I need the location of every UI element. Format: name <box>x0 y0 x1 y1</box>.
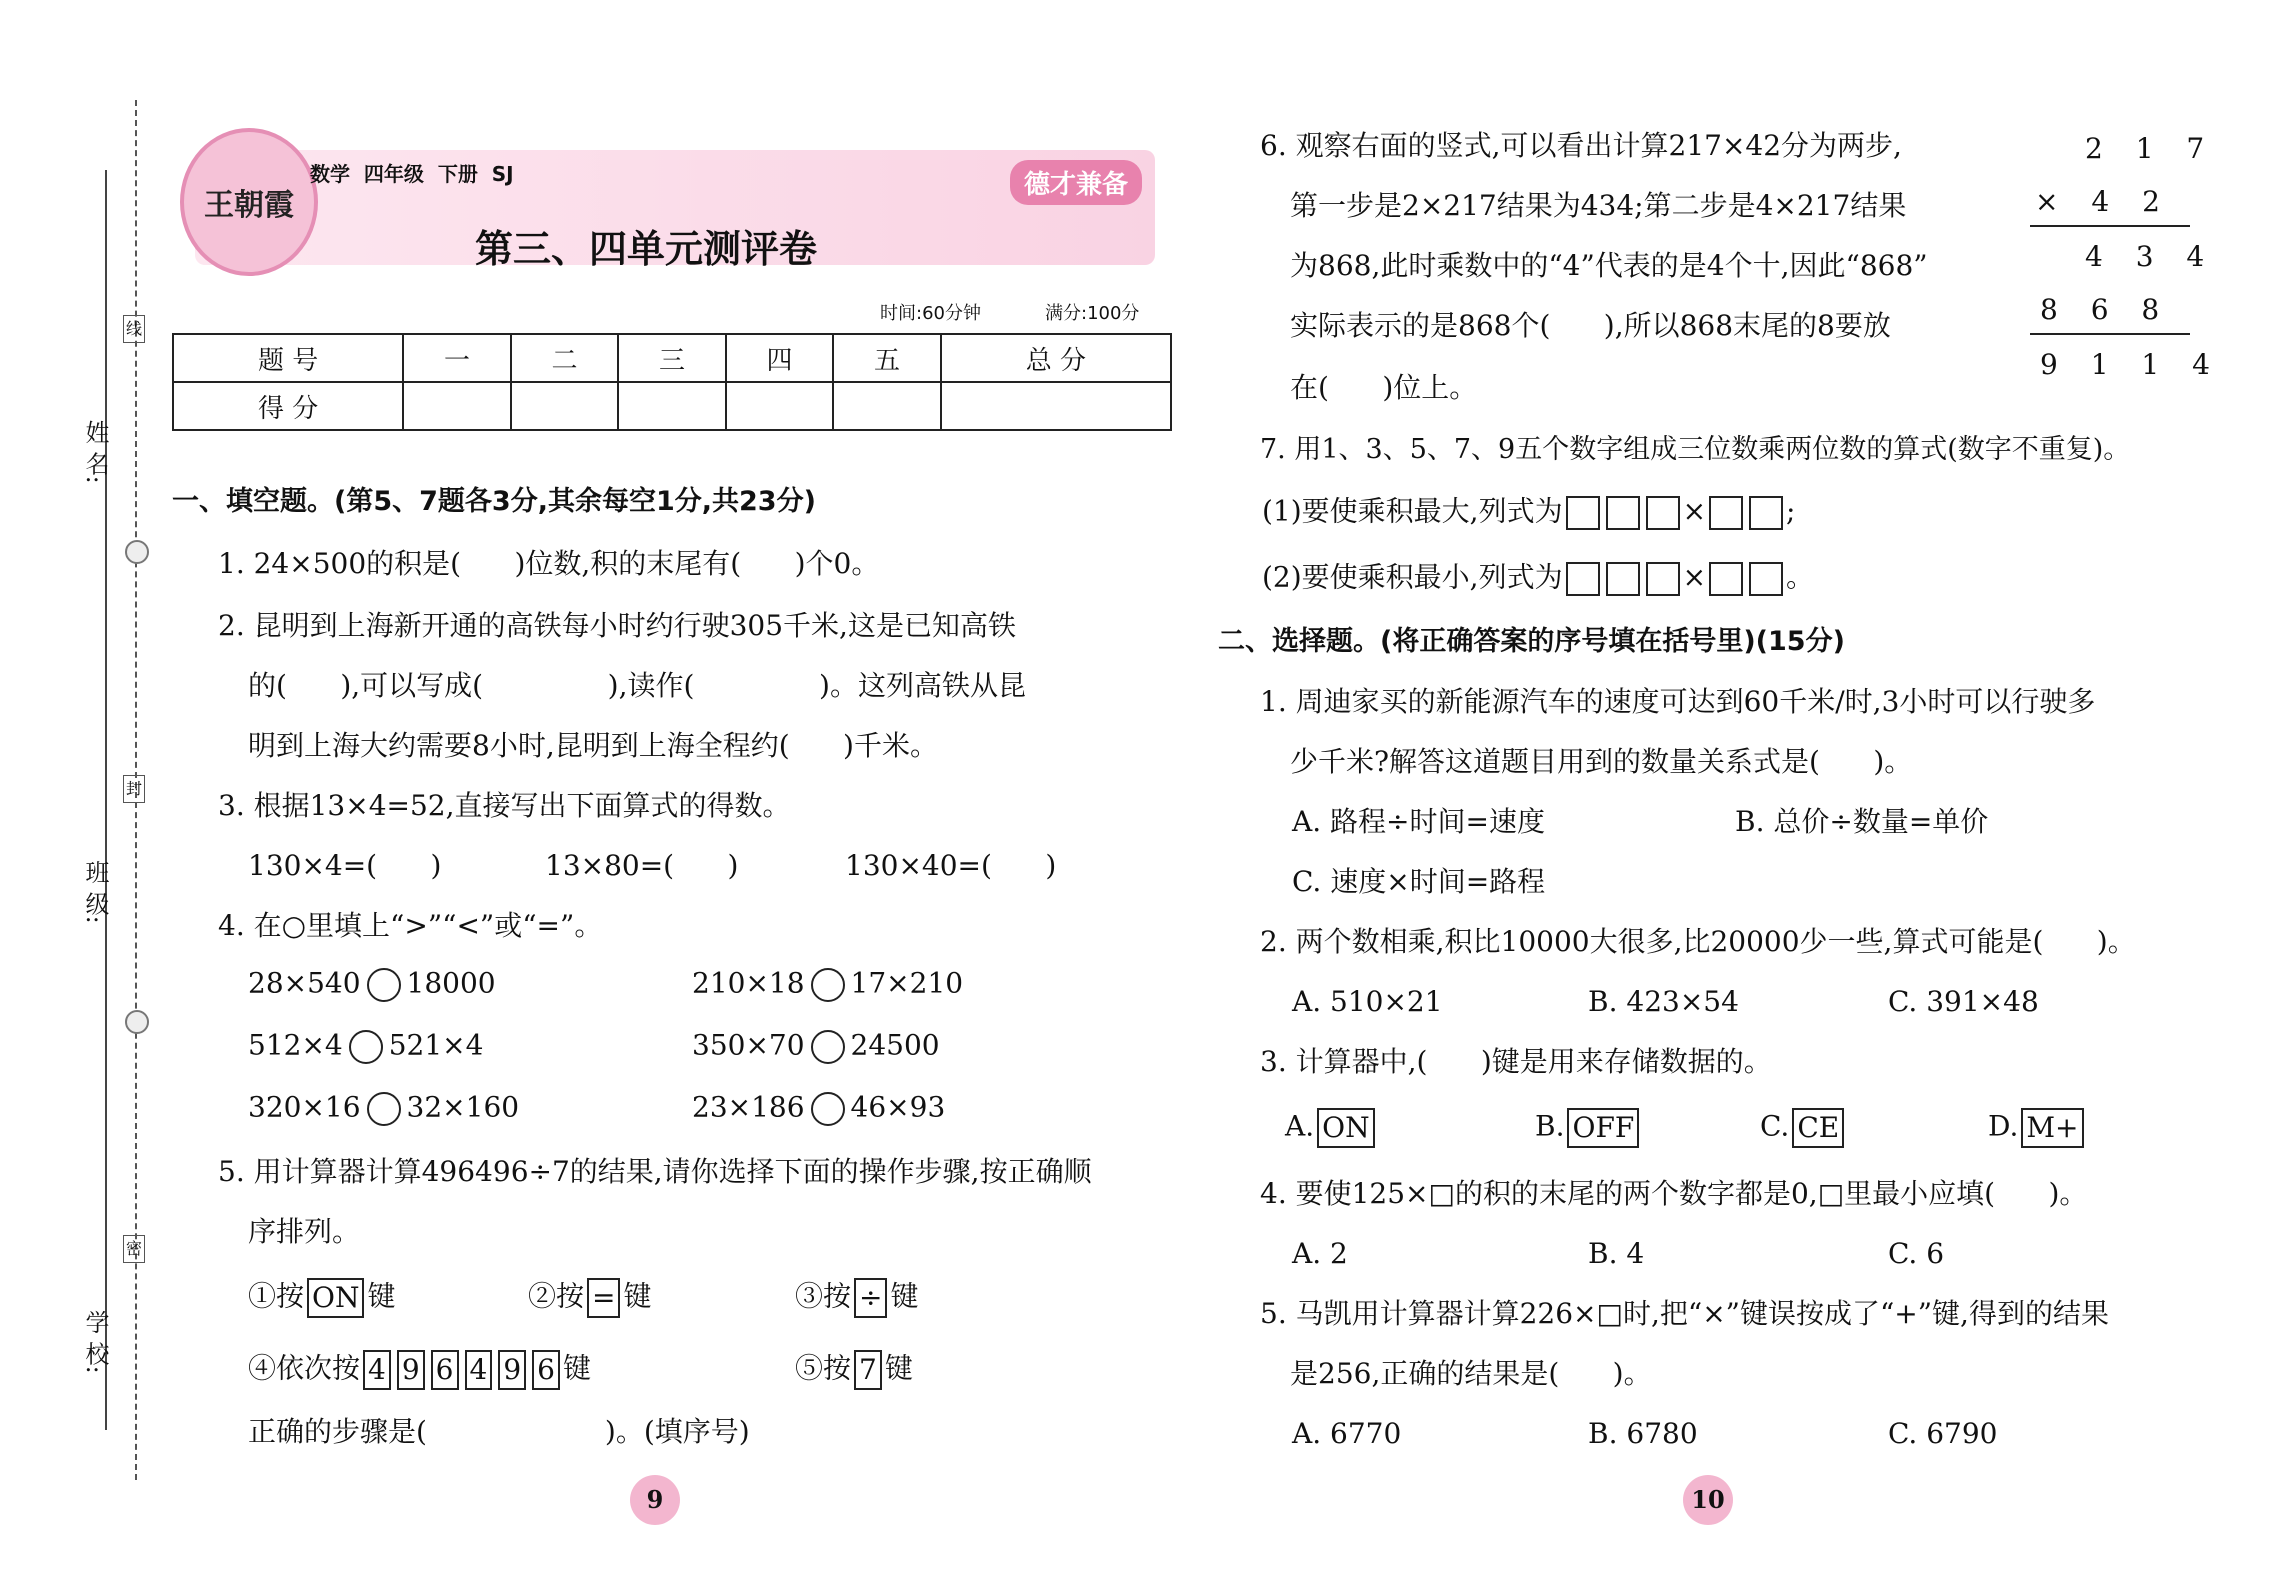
answer-box[interactable] <box>1749 562 1783 596</box>
vertical-calc-row: 4 3 4 <box>2085 240 2217 273</box>
compare-circle[interactable] <box>811 1092 845 1126</box>
question-6-line-2: 第一步是2×217结果为434;第二步是4×217结果 <box>1290 189 1907 222</box>
key-memory-plus: M+ <box>2021 1108 2083 1148</box>
page-number-right: 10 <box>1683 1475 1733 1525</box>
score-table <box>172 333 1172 431</box>
section-2-heading: 二、选择题。(将正确答案的序号填在括号里)(15分) <box>1218 626 1845 657</box>
question-6-line-3: 为868,此时乘数中的“4”代表的是4个十,因此“868” <box>1290 249 1928 282</box>
question-3: 3. 根据13×4=52,直接写出下面算式的得数。 <box>218 789 791 822</box>
binding-solid-line <box>105 170 107 1430</box>
choice-5-line-2: 是256,正确的结果是( )。 <box>1290 1357 1652 1390</box>
question-5-line-1: 5. 用计算器计算496496÷7的结果,请你选择下面的操作步骤,按正确顺 <box>218 1155 1092 1188</box>
question-2-line-1: 2. 昆明到上海新开通的高铁每小时约行驶305千米,这是已知高铁 <box>218 609 1016 642</box>
question-2-line-2: 的( ),可以写成( ),读作( )。这列高铁从昆 <box>248 669 1026 702</box>
score-header-cell: 一 <box>403 334 511 382</box>
question-5-line-2: 序排列。 <box>248 1215 361 1248</box>
choice-3-option-c: C. CE <box>1760 1108 1847 1148</box>
compare-circle[interactable] <box>349 1030 383 1064</box>
flower-icon <box>125 540 149 564</box>
calc-divider <box>2030 225 2190 227</box>
choice-4-option-b: B. 4 <box>1588 1237 1645 1270</box>
choice-2-option-c: C. 391×48 <box>1888 985 2039 1018</box>
answer-box[interactable] <box>1646 562 1680 596</box>
choice-4-option-c: C. 6 <box>1888 1237 1945 1270</box>
choice-2-option-a: A. 510×21 <box>1292 985 1443 1018</box>
answer-box[interactable] <box>1606 496 1640 530</box>
name-blank[interactable] <box>100 165 102 405</box>
answer-box[interactable] <box>1646 496 1680 530</box>
choice-5-option-c: C. 6790 <box>1888 1417 1998 1450</box>
seal-mark-secret: 密 <box>123 1235 145 1263</box>
name-label: 姓 名: <box>81 420 109 484</box>
choice-3: 3. 计算器中,( )键是用来存储数据的。 <box>1260 1045 1772 1078</box>
compare-item: 210×18 17×210 <box>692 968 963 1002</box>
choice-5-option-a: A. 6770 <box>1292 1417 1402 1450</box>
choice-5-line-1: 5. 马凯用计算器计算226×□时,把“×”键误按成了“+”键,得到的结果 <box>1260 1297 2109 1330</box>
choice-2: 2. 两个数相乘,积比10000大很多,比20000少一些,算式可能是( )。 <box>1260 925 2136 958</box>
page-number-left: 9 <box>630 1475 680 1525</box>
choice-3-option-d: D. M+ <box>1988 1108 2087 1148</box>
compare-circle[interactable] <box>367 968 401 1002</box>
step-3: ③按 ÷ 键 <box>795 1278 919 1318</box>
question-6-line-4: 实际表示的是868个( ),所以868末尾的8要放 <box>1290 309 1891 342</box>
full-score-label: 满分:100分 <box>1045 303 1140 324</box>
choice-1-option-a: A. 路程÷时间=速度 <box>1292 805 1545 838</box>
answer-box[interactable] <box>1566 496 1600 530</box>
vertical-calc-row: 9 1 1 4 <box>2040 348 2222 381</box>
score-header-cell: 五 <box>833 334 941 382</box>
step-1: ①按 ON 键 <box>248 1278 396 1318</box>
key-digit: 6 <box>532 1350 560 1390</box>
vertical-calc-row: 2 1 7 <box>2085 132 2217 165</box>
class-label: 班 级: <box>81 860 109 924</box>
key-digit: 4 <box>363 1350 391 1390</box>
question-3-item-c: 130×40=( ) <box>845 849 1057 882</box>
key-digit: 7 <box>854 1350 882 1390</box>
vertical-calc-row: 8 6 8 <box>2040 293 2172 326</box>
compare-item: 350×70 24500 <box>692 1030 940 1064</box>
key-divide: ÷ <box>854 1278 887 1318</box>
seal-mark-seal: 封 <box>123 775 145 803</box>
section-1-heading: 一、填空题。(第5、7题各3分,其余每空1分,共23分) <box>172 486 816 517</box>
choice-3-option-b: B. OFF <box>1535 1108 1642 1148</box>
seal-mark-line: 线 <box>123 315 145 343</box>
key-on: ON <box>1317 1108 1374 1148</box>
compare-circle[interactable] <box>811 968 845 1002</box>
question-7-part-2: (2)要使乘积最小,列式为 × 。 <box>1262 562 1814 596</box>
compare-item: 28×540 18000 <box>248 968 496 1002</box>
question-3-item-a: 130×4=( ) <box>248 849 442 882</box>
answer-box[interactable] <box>1749 496 1783 530</box>
choice-4-option-a: A. 2 <box>1292 1237 1348 1270</box>
key-digit: 6 <box>431 1350 459 1390</box>
badge: 德才兼备 <box>1010 160 1142 205</box>
choice-1-option-b: B. 总价÷数量=单价 <box>1735 805 1989 838</box>
compare-circle[interactable] <box>367 1092 401 1126</box>
score-header-cell: 三 <box>618 334 726 382</box>
question-3-item-b: 13×80=( ) <box>545 849 739 882</box>
key-on: ON <box>307 1278 364 1318</box>
score-header-cell: 题 号 <box>173 334 403 382</box>
step-2: ②按 = 键 <box>528 1278 652 1318</box>
vertical-calc-row: × 4 2 <box>2035 185 2172 218</box>
question-6-line-1: 6. 观察右面的竖式,可以看出计算217×42分为两步, <box>1260 129 1902 162</box>
school-label: 学 校: <box>81 1310 109 1374</box>
score-cell[interactable] <box>511 382 619 430</box>
key-digit: 9 <box>498 1350 526 1390</box>
time-label: 时间:60分钟 <box>880 303 981 324</box>
key-off: OFF <box>1567 1108 1639 1148</box>
score-cell[interactable] <box>403 382 511 430</box>
key-digit: 4 <box>465 1350 493 1390</box>
key-ce: CE <box>1792 1108 1844 1148</box>
question-2-line-3: 明到上海大约需要8小时,昆明到上海全程约( )千米。 <box>248 729 938 762</box>
logo <box>180 128 318 276</box>
score-header-cell: 四 <box>726 334 834 382</box>
score-header-cell: 总 分 <box>941 334 1171 382</box>
answer-box[interactable] <box>1606 562 1640 596</box>
question-6-line-5: 在( )位上。 <box>1290 371 1478 404</box>
flower-icon <box>125 1010 149 1034</box>
score-cell[interactable] <box>726 382 834 430</box>
step-4: ④依次按 4 9 6 4 9 6 键 <box>248 1350 591 1390</box>
score-cell[interactable] <box>941 382 1171 430</box>
question-4: 4. 在○里填上“>”“<”或“=”。 <box>218 909 603 942</box>
key-equals: = <box>587 1278 620 1318</box>
choice-3-option-a: A. ON <box>1285 1108 1378 1148</box>
calc-divider <box>2030 333 2190 335</box>
step-5: ⑤按 7 键 <box>795 1350 913 1390</box>
question-7-part-1: (1)要使乘积最大,列式为 × ; <box>1262 496 1795 530</box>
answer-box[interactable] <box>1709 562 1743 596</box>
subject-line: 数学 四年级 下册 SJ <box>310 162 514 186</box>
choice-2-option-b: B. 423×54 <box>1588 985 1739 1018</box>
score-cell[interactable] <box>833 382 941 430</box>
question-1: 1. 24×500的积是( )位数,积的末尾有( )个0。 <box>218 547 880 580</box>
compare-circle[interactable] <box>811 1030 845 1064</box>
score-header-cell: 二 <box>511 334 619 382</box>
question-5-answer: 正确的步骤是( )。(填序号) <box>248 1415 750 1448</box>
choice-1-line-1: 1. 周迪家买的新能源汽车的速度可达到60千米/时,3小时可以行驶多 <box>1260 685 2096 718</box>
answer-box[interactable] <box>1709 496 1743 530</box>
choice-1-line-2: 少千米?解答这道题目用到的数量关系式是( )。 <box>1290 745 1913 778</box>
compare-item: 320×16 32×160 <box>248 1092 519 1126</box>
page-title: 第三、四单元测评卷 <box>475 227 818 271</box>
compare-item: 512×4 521×4 <box>248 1030 483 1064</box>
choice-5-option-b: B. 6780 <box>1588 1417 1698 1450</box>
score-cell[interactable] <box>618 382 726 430</box>
score-row-label: 得 分 <box>173 382 403 430</box>
answer-box[interactable] <box>1566 562 1600 596</box>
choice-4: 4. 要使125×□的积的末尾的两个数字都是0,□里最小应填( )。 <box>1260 1177 2088 1210</box>
key-digit: 9 <box>397 1350 425 1390</box>
question-7: 7. 用1、3、5、7、9五个数字组成三位数乘两位数的算式(数字不重复)。 <box>1260 434 2131 465</box>
choice-1-option-c: C. 速度×时间=路程 <box>1292 865 1546 898</box>
compare-item: 23×186 46×93 <box>692 1092 945 1126</box>
logo-text: 王朝霞 <box>204 188 294 223</box>
